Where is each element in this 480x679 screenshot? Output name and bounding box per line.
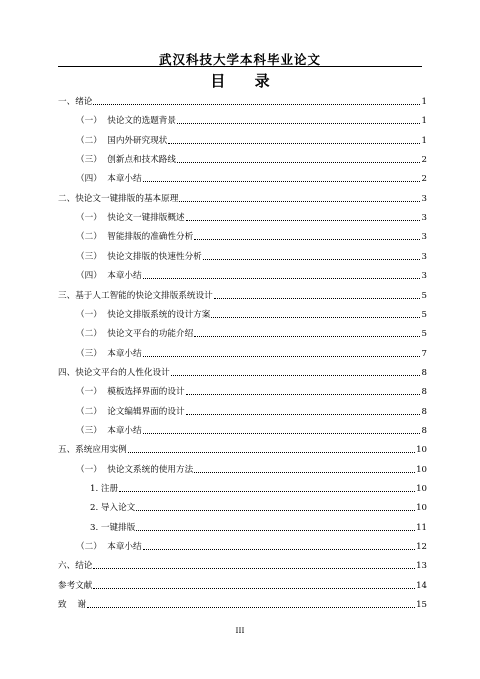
toc-entry[interactable] [58,442,427,456]
toc-entry-page: 8 [421,425,427,436]
toc-entry[interactable] [58,481,427,495]
toc-dot-leader [128,452,415,453]
toc-dot-leader [143,181,420,182]
toc-entry-label: （三） 快论文排版的快速性分析 [76,251,202,262]
toc-entry[interactable] [58,152,427,166]
toc-entry-page: 13 [416,561,427,572]
toc-entry[interactable] [58,326,427,340]
toc-entry-label: 六、结论 [58,561,93,572]
toc-entry-label: （一） 快论文系统的使用方法 [76,464,194,475]
toc-entry-label: （二） 本章小结 [76,542,142,553]
toc-dot-leader [177,123,420,124]
toc-entry-page: 12 [416,542,427,553]
toc-dot-leader [143,356,420,357]
toc-dot-leader [186,414,420,415]
toc-dot-leader [93,568,415,569]
toc-entry[interactable] [58,578,427,592]
toc-entry-page: 5 [421,290,427,301]
toc-dot-leader [93,104,420,105]
toc-dot-leader [143,278,420,279]
toc-entry[interactable] [58,346,427,360]
toc-entry-label: 四、快论文平台的人性化设计 [58,367,170,378]
toc-dot-leader [87,607,415,608]
toc-dot-leader [143,549,415,550]
toc-entry[interactable] [58,249,427,263]
toc-dot-leader [194,336,420,337]
toc-entry-label: 参考文献 [58,580,93,591]
toc-entry-label: （三） 本章小结 [76,348,142,359]
toc-entry[interactable] [58,462,427,476]
toc-entry-page: 7 [421,348,427,359]
toc-entry-page: 1 [421,116,427,127]
toc-entry-page: 5 [421,309,427,320]
toc-entry-label: （一） 快论文排版系统的设计方案 [76,309,211,320]
toc-entry-page: 8 [421,367,427,378]
toc-dot-leader [203,259,420,260]
toc-entry-page: 11 [416,522,427,533]
toc-entry[interactable] [58,94,427,108]
toc-entry-label: （二） 论文编辑界面的设计 [76,406,185,417]
toc-entry-label: （一） 模板选择界面的设计 [76,387,185,398]
toc-entry[interactable] [58,384,427,398]
toc-entry[interactable] [58,500,427,514]
toc-entry[interactable] [58,229,427,243]
toc-entry[interactable] [58,423,427,437]
toc-entry-label: （四） 本章小结 [76,271,142,282]
toc-dot-leader [177,162,420,163]
running-header: 武汉科技大学本科毕业论文 [158,52,321,67]
toc-entry-page: 1 [421,135,427,146]
toc-entry[interactable] [58,558,427,572]
toc-entry[interactable] [58,365,427,379]
toc-entry[interactable] [58,539,427,553]
toc-entry-page: 14 [416,580,427,591]
toc-entry-page: 3 [421,232,427,243]
toc-entry-label: 2. 导入论文 [90,503,136,514]
toc-dot-leader [136,510,415,511]
toc-entry-label: 二、快论文一键排版的基本原理 [58,193,179,204]
toc-entry[interactable] [58,133,427,147]
toc-entry[interactable] [58,404,427,418]
toc-entry-page: 3 [421,193,427,204]
toc-dot-leader [194,239,420,240]
toc-entry-page: 5 [421,329,427,340]
toc-entry-label: 3. 一键排版 [90,522,136,533]
toc-entry-page: 10 [416,464,427,475]
toc-dot-leader [211,317,420,318]
toc-entry-page: 10 [416,503,427,514]
toc-entry[interactable] [58,171,427,185]
toc-entry-label: （二） 智能排版的准确性分析 [76,232,194,243]
toc-entry-page: 8 [421,406,427,417]
toc-entry-page: 2 [421,155,427,166]
toc-dot-leader [136,530,415,531]
toc-entry-page: 10 [416,445,427,456]
toc-entry-label: 一、绪论 [58,97,93,107]
toc-dot-leader [171,375,420,376]
toc-entry-label: （四） 本章小结 [76,174,142,185]
toc-entry-label: 致 谢 [58,600,87,611]
toc-entry-label: 三、基于人工智能的快论文排版系统设计 [58,290,213,301]
page-number: III [235,626,245,635]
toc-entry-page: 3 [421,213,427,224]
toc-entry-page: 3 [421,251,427,262]
toc-dot-leader [194,472,415,473]
toc-entry-page: 1 [421,97,427,107]
page-title: 目 录 [210,72,282,90]
toc-entry-label: （二） 国内外研究现状 [76,135,168,146]
toc-dot-leader [179,201,420,202]
toc-entry-label: 1. 注册 [90,484,119,494]
toc-entry-page: 8 [421,387,427,398]
header-rule [58,66,422,67]
toc-dot-leader [93,588,415,589]
toc-entry[interactable] [58,597,427,611]
toc-entry-page: 10 [416,484,427,494]
toc-entry[interactable] [58,113,427,127]
toc-entry[interactable] [58,520,427,534]
toc-dot-leader [119,491,415,492]
toc-entry[interactable] [58,191,427,205]
toc-entry-label: （二） 快论文平台的功能介绍 [76,329,194,340]
toc-entry-page: 2 [421,174,427,185]
toc-dot-leader [186,394,420,395]
toc-dot-leader [186,220,420,221]
toc-entry-page: 3 [421,271,427,282]
toc-dot-leader [143,433,420,434]
toc-entry-label: （三） 本章小结 [76,425,142,436]
toc-dot-leader [168,143,420,144]
toc-entry[interactable] [58,307,427,321]
toc-entry-label: （一） 快论文一键排版概述 [76,213,185,224]
toc-dot-leader [214,298,420,299]
toc-entry-page: 15 [416,600,427,611]
toc-entry[interactable] [58,288,427,302]
toc-entry[interactable] [58,210,427,224]
toc-entry-label: （三） 创新点和技术路线 [76,155,176,166]
toc-entry-label: （一） 快论文的选题背景 [76,116,176,127]
toc-entry[interactable] [58,268,427,282]
toc-entry-label: 五、系统应用实例 [58,445,127,456]
